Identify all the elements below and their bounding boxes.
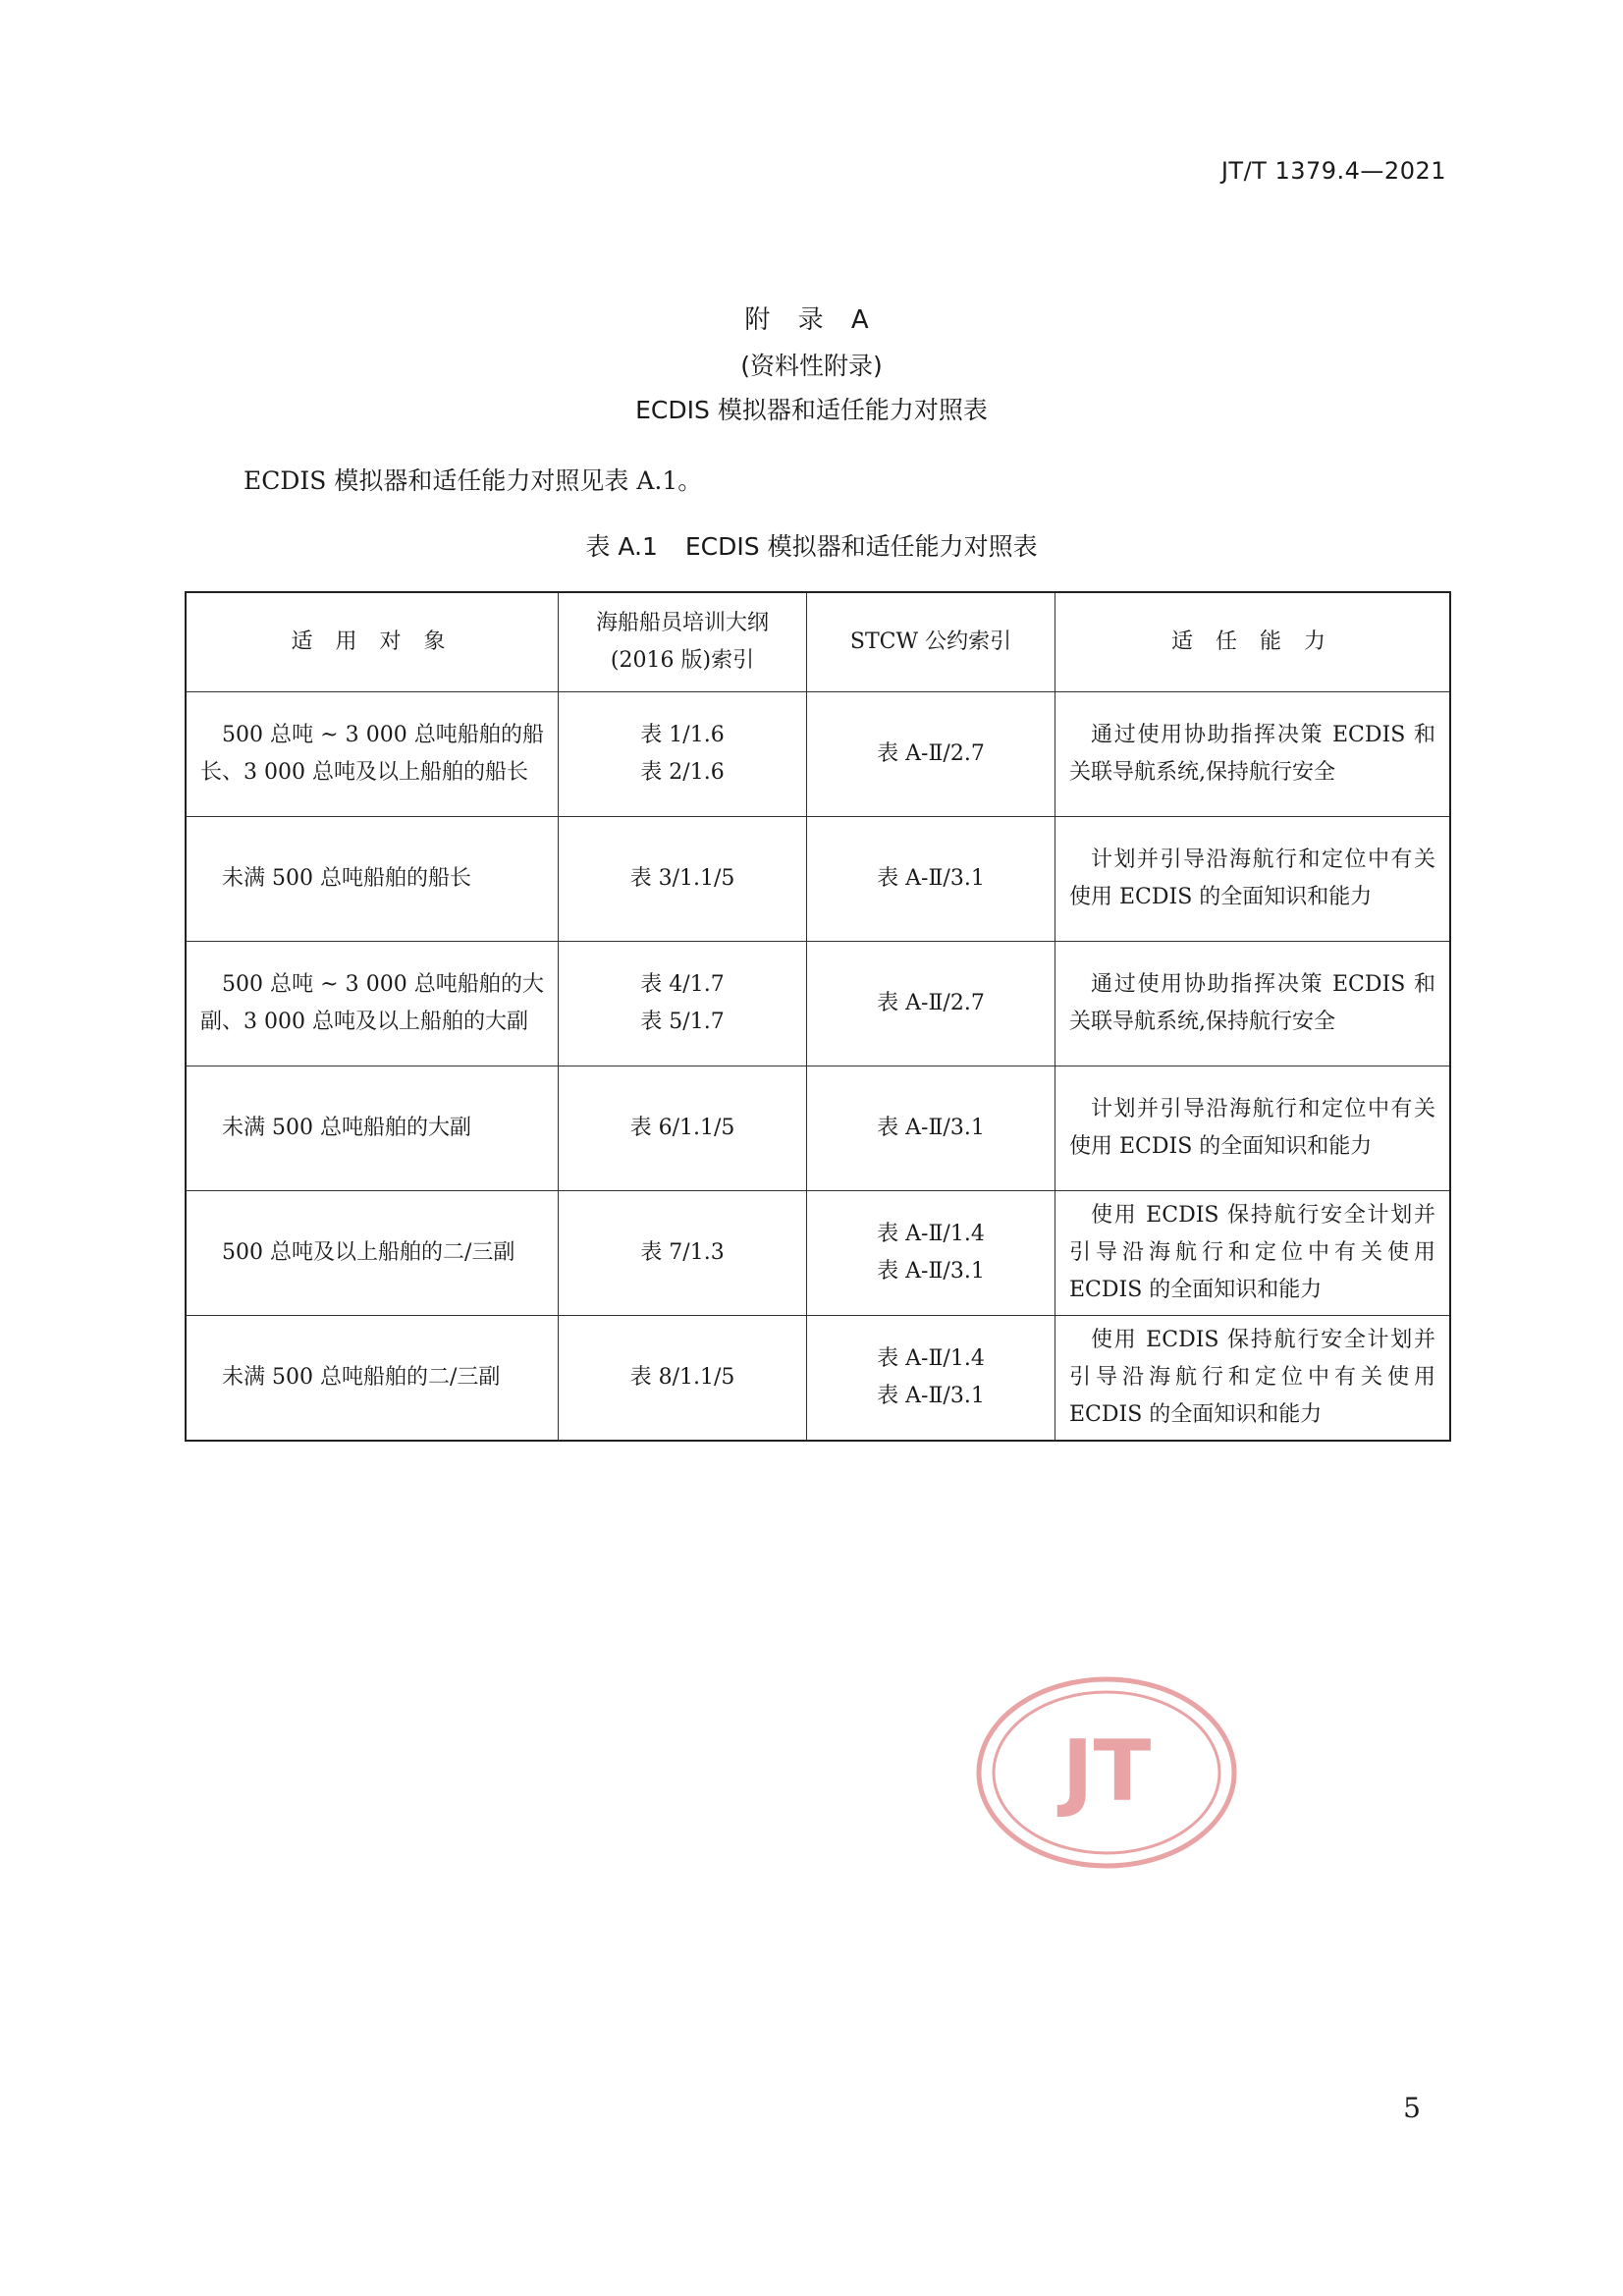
appendix-title: 附 录 A <box>744 305 879 335</box>
cell-target: 未满 500 总吨船舶的大副 <box>186 1066 559 1191</box>
table-header-row <box>186 592 1450 692</box>
cell-target: 500 总吨及以上船舶的二/三副 <box>186 1191 559 1316</box>
header-stcw: STCW 公约索引 <box>807 592 1055 692</box>
cell-competency: 通过使用协助指挥决策 ECDIS 和关联导航系统,保持航行安全 <box>1055 942 1451 1066</box>
cell-stcw: 表 A-Ⅱ/3.1 <box>807 817 1055 942</box>
cell-competency: 计划并引导沿海航行和定位中有关使用 ECDIS 的全面知识和能力 <box>1055 1066 1451 1191</box>
cell-stcw: 表 A-Ⅱ/3.1 <box>807 1066 1055 1191</box>
jt-watermark-stamp <box>974 1674 1239 1871</box>
cell-stcw: 表 A-Ⅱ/2.7 <box>807 942 1055 1066</box>
cell-index: 表 8/1.1/5 <box>559 1316 807 1442</box>
cell-target: 未满 500 总吨船舶的船长 <box>186 817 559 942</box>
cell-index: 表 1/1.6 表 2/1.6 <box>559 692 807 817</box>
table-row <box>186 1066 1450 1191</box>
table-caption-number: 表 A.1 <box>585 532 658 561</box>
table-row <box>186 1316 1450 1442</box>
cell-index: 表 6/1.1/5 <box>559 1066 807 1191</box>
header-target: 适 用 对 象 <box>186 592 559 692</box>
table-row <box>186 817 1450 942</box>
table-row <box>186 1191 1450 1316</box>
stamp-text: JT <box>1061 1722 1152 1821</box>
cell-target: 500 总吨 ~ 3 000 总吨船舶的大副、3 000 总吨及以上船舶的大副 <box>186 942 559 1066</box>
header-competency: 适 任 能 力 <box>1055 592 1451 692</box>
standard-code: JT/T 1379.4—2021 <box>1220 157 1446 185</box>
cell-stcw: 表 A-Ⅱ/1.4 表 A-Ⅱ/3.1 <box>807 1316 1055 1442</box>
appendix-kind: (资料性附录) <box>740 352 883 380</box>
cell-competency: 通过使用协助指挥决策 ECDIS 和关联导航系统,保持航行安全 <box>1055 692 1451 817</box>
header-index: 海船船员培训大纲 (2016 版)索引 <box>559 592 807 692</box>
cell-index: 表 4/1.7 表 5/1.7 <box>559 942 807 1066</box>
page-number: 5 <box>1403 2092 1421 2124</box>
cell-index: 表 7/1.3 <box>559 1191 807 1316</box>
cell-target: 未满 500 总吨船舶的二/三副 <box>186 1316 559 1442</box>
appendix-name: ECDIS 模拟器和适任能力对照表 <box>635 396 988 424</box>
cell-target: 500 总吨 ~ 3 000 总吨船舶的船长、3 000 总吨及以上船舶的船长 <box>186 692 559 817</box>
cell-stcw: 表 A-Ⅱ/2.7 <box>807 692 1055 817</box>
table-caption <box>0 527 1623 563</box>
table-row <box>186 692 1450 817</box>
cell-competency: 计划并引导沿海航行和定位中有关使用 ECDIS 的全面知识和能力 <box>1055 817 1451 942</box>
comparison-table <box>185 591 1451 1442</box>
cell-competency: 使用 ECDIS 保持航行安全计划并引导沿海航行和定位中有关使用 ECDIS 的全面知识和能力 <box>1055 1316 1451 1442</box>
table-row <box>186 942 1450 1066</box>
table-caption-title: ECDIS 模拟器和适任能力对照表 <box>684 532 1038 561</box>
cell-competency: 使用 ECDIS 保持航行安全计划并引导沿海航行和定位中有关使用 ECDIS 的全面知识和能力 <box>1055 1191 1451 1316</box>
cell-stcw: 表 A-Ⅱ/1.4 表 A-Ⅱ/3.1 <box>807 1191 1055 1316</box>
intro-paragraph: ECDIS 模拟器和适任能力对照见表 A.1。 <box>243 466 703 495</box>
cell-index: 表 3/1.1/5 <box>559 817 807 942</box>
